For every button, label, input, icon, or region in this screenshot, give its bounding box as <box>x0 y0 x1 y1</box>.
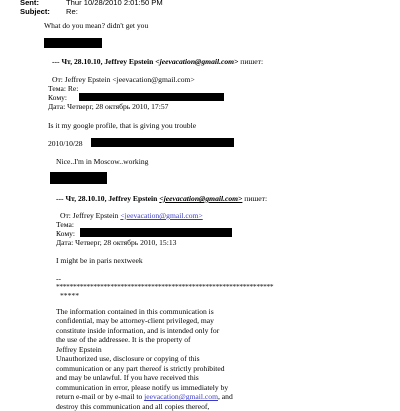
quote-header-email[interactable]: <jeevacation@gmail.com> <box>159 194 243 203</box>
redaction-block <box>79 93 224 101</box>
sent-label: Sent: <box>20 0 39 7</box>
disclaimer-line: constitute inside information, and is intended only for <box>56 325 220 335</box>
stars-line-short: ***** <box>60 291 79 300</box>
disclaimer-block <box>56 307 306 411</box>
disclaimer-line: communication or any part thereof is strictly prohibited <box>56 363 225 373</box>
disclaimer-line: Unauthorized use, disclosure or copying of this <box>56 354 200 364</box>
from-line-2: От: Jeffrey Epstein <jeevacation@gmail.com> <box>60 211 203 220</box>
to-line-2: Кому: <box>56 229 75 238</box>
quote-header-1: --- Чт, 28.10.10, Jeffrey Epstein <jeevacation@gmail.com> пишет: <box>52 57 264 66</box>
stars-line: **************************************************************** <box>56 282 274 291</box>
disclaimer-line: destroy this communication and all copies thereof, <box>56 401 210 411</box>
date-text: 2010/10/28 <box>48 139 83 148</box>
subject-label: Subject: <box>20 7 50 16</box>
from-line-1: От: Jeffrey Epstein <jeevacation@gmail.com> <box>52 75 195 84</box>
date-line-2: Дата: Четверг, 28 октябрь 2010, 15:13 <box>56 238 177 247</box>
disclaimer-line: and may be unlawful. If you have received this <box>56 373 199 383</box>
disclaimer-line: The information contained in this communication is <box>56 307 214 316</box>
redaction-block <box>91 138 234 147</box>
disclaimer-line: return e-mail or by e-mail to jeevacation@gmail.com, and <box>56 392 233 402</box>
redaction-block <box>80 228 232 237</box>
subject-line-1: Тема: Re: <box>48 84 79 93</box>
reply-text: What do you mean? didn't get you <box>44 21 149 30</box>
date-line-1: Дата: Четверг, 28 октябрь 2010, 17:57 <box>48 102 169 111</box>
quote-header-2: --- Чт, 28.10.10, Jeffrey Epstein <jeevacation@gmail.com> пишет: <box>56 194 268 203</box>
signature-dash: -- <box>56 274 62 283</box>
redaction-block <box>50 172 107 184</box>
paris-text: I might be in paris nextweek <box>56 256 143 265</box>
disclaimer-line: confidential, may be attorney-client privileged, may <box>56 316 214 326</box>
subject-line-2: Тема: <box>56 220 74 229</box>
question-text: Is it my google profile, that is giving you trouble <box>48 121 197 130</box>
disclaimer-email-link[interactable]: jeevacation@gmail.com <box>144 392 218 402</box>
redaction-block <box>44 38 102 48</box>
disclaimer-line: Jeffrey Epstein <box>56 344 102 354</box>
subject-value: Re: <box>66 7 78 16</box>
sent-value: Thur 10/28/2010 2:01:50 PM <box>66 0 163 7</box>
disclaimer-line: the use of the addressee. It is the property of <box>56 335 191 345</box>
from-email-link[interactable]: <jeevacation@gmail.com> <box>120 211 203 220</box>
disclaimer-line: communication in error, please notify us immediately by <box>56 382 229 392</box>
to-line-1: Кому: <box>48 93 67 102</box>
quote-header-email[interactable]: <jeevacation@gmail.com> <box>155 57 239 66</box>
nice-text: Nice..I'm in Moscow..working <box>56 157 149 166</box>
